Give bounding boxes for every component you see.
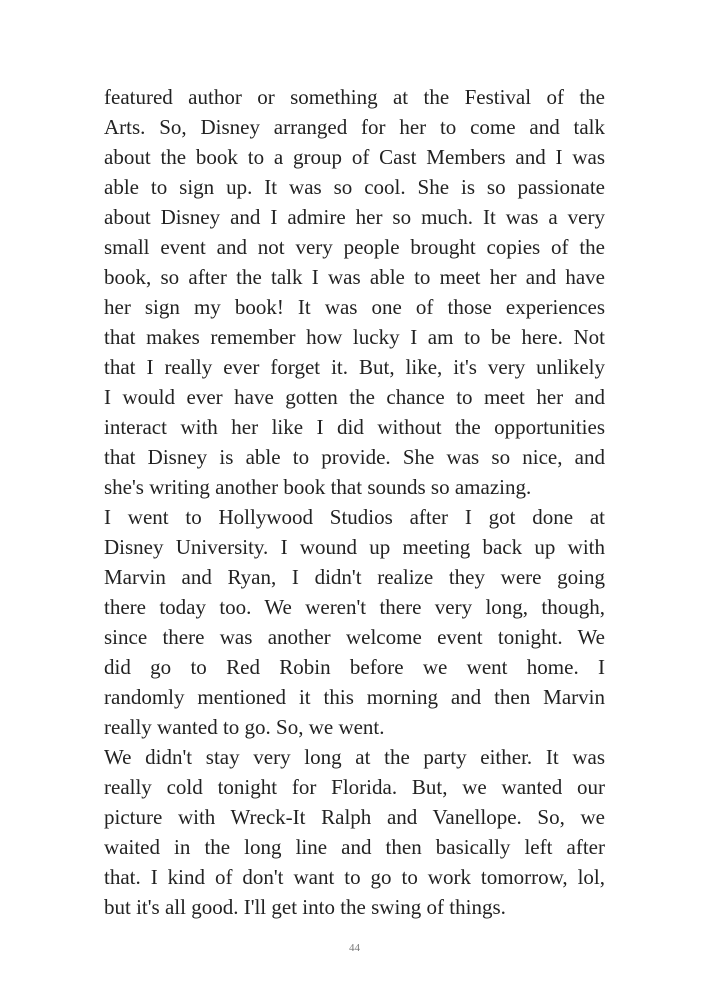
text-line: book, so after the talk I was able to meet her and have: [104, 265, 605, 289]
body-text: [104, 82, 605, 922]
text-line: randomly mentioned it this morning and then Marvin: [104, 685, 605, 709]
text-line: waited in the long line and then basically left after: [104, 835, 605, 859]
paragraph-3: [104, 742, 605, 922]
text-line: that. I kind of don't want to go to work tomorrow, lol,: [104, 865, 605, 889]
text-line: featured author or something at the Festival of the: [104, 85, 605, 109]
text-line: picture with Wreck-It Ralph and Vanellope. So, we: [104, 805, 605, 829]
paragraph-1: [104, 82, 605, 502]
text-line: since there was another welcome event tonight. We: [104, 625, 605, 649]
text-line: I went to Hollywood Studios after I got done at: [104, 505, 605, 529]
text-line: that makes remember how lucky I am to be here. Not: [104, 325, 605, 349]
text-line: really wanted to go. So, we went.: [104, 715, 385, 739]
text-line: did go to Red Robin before we went home. I: [104, 655, 605, 679]
text-line: about Disney and I admire her so much. It was a very: [104, 205, 605, 229]
text-line: I would ever have gotten the chance to meet her and: [104, 385, 605, 409]
text-line: that Disney is able to provide. She was so nice, and: [104, 445, 605, 469]
text-line: she's writing another book that sounds so amazing.: [104, 475, 532, 499]
text-line: small event and not very people brought copies of the: [104, 235, 605, 259]
text-line: We didn't stay very long at the party either. It was: [104, 745, 605, 769]
text-line: Arts. So, Disney arranged for her to come and talk: [104, 115, 605, 139]
text-line: there today too. We weren't there very long, though,: [104, 595, 605, 619]
page-number: 44: [349, 942, 360, 954]
text-line: but it's all good. I'll get into the swing of things.: [104, 895, 506, 919]
text-line: Disney University. I wound up meeting back up with: [104, 535, 605, 559]
text-line: that I really ever forget it. But, like, it's very unlikely: [104, 355, 605, 379]
text-line: Marvin and Ryan, I didn't realize they were going: [104, 565, 605, 589]
text-line: her sign my book! It was one of those experiences: [104, 295, 605, 319]
text-line: able to sign up. It was so cool. She is so passionate: [104, 175, 605, 199]
text-line: interact with her like I did without the opportunities: [104, 415, 605, 439]
paragraph-2: [104, 502, 605, 742]
text-line: about the book to a group of Cast Members and I was: [104, 145, 605, 169]
text-line: really cold tonight for Florida. But, we wanted our: [104, 775, 605, 799]
